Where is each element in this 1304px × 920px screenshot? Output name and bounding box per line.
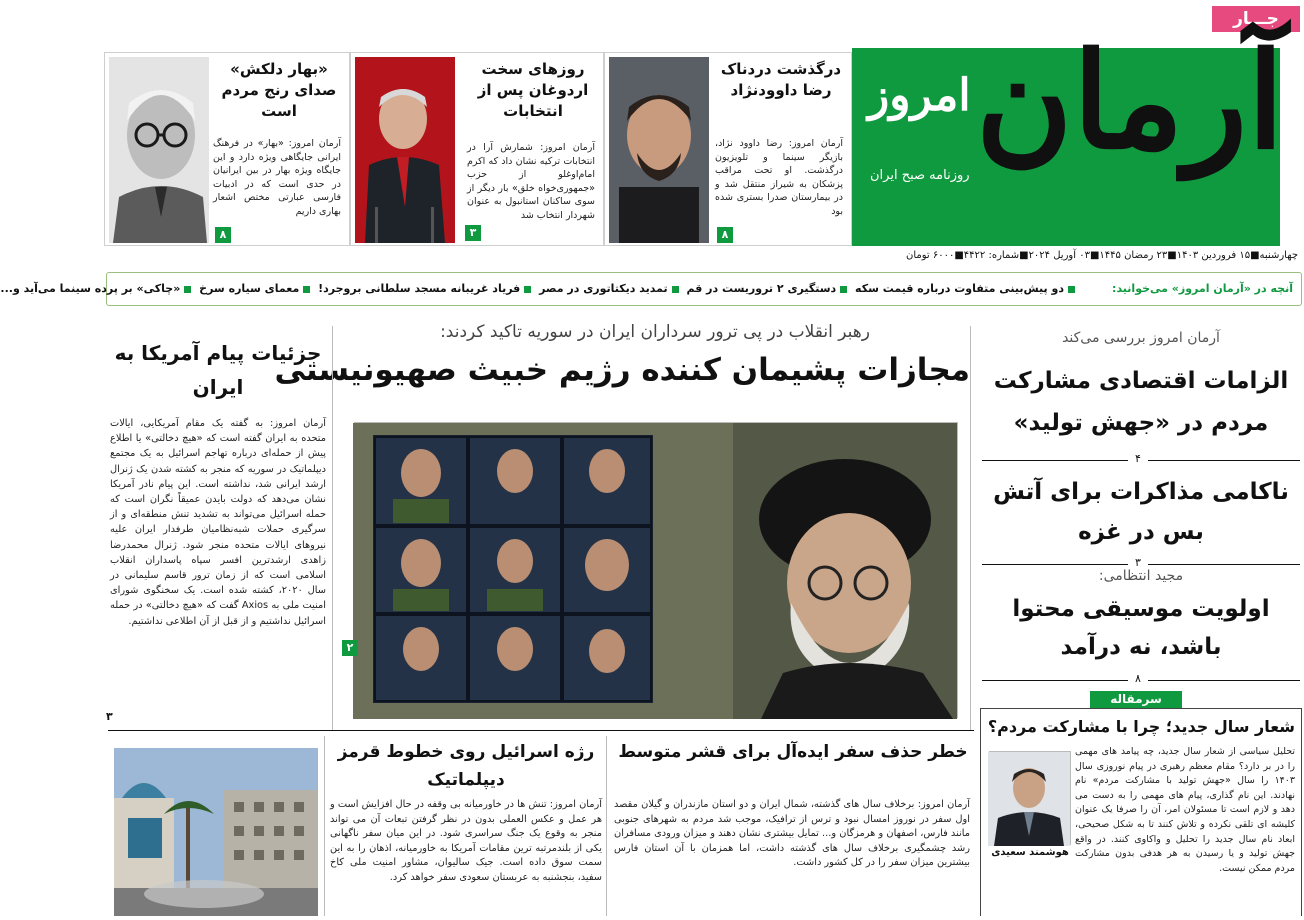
column-divider <box>970 326 971 730</box>
dateline: چهارشنبه■۱۵ فروردین ۱۴۰۳■۲۳ رمضان ۱۴۴۵■۰۳ آوریل ۲۰۲۴■شماره: ۴۴۲۲■۶۰۰۰ تومان <box>905 250 1298 261</box>
bullet-square-icon <box>1068 286 1075 293</box>
story-headline-israel[interactable]: رژه اسرائیل روی خطوط قرمز دیپلماتیک <box>337 742 595 790</box>
teaser-bahar[interactable] <box>104 52 350 246</box>
bullet-square-icon <box>840 286 847 293</box>
story-body: آرمان امروز: تنش ها در خاورمیانه بی وقفه در حال افزایش است و هر عمل و عکس العملی بدون در نظر گرفتن تبعات آن می تواند منجر به وقوع یک جنگ سراسری شود. در این میان سفر ناگهانی یکی از بلندمرتبه ترین مقامات آمریکا به خاورمیانه، اذهان را به این سمت سوق داده است. جیک سالیوان، مشاور امنیت ملی کاخ سفید، بنجشنبه به عربستان سعودی سفر خواهد کرد. <box>330 799 602 883</box>
teaser-title: روزهای سخت اردوغان پس از انتخابات <box>477 60 589 120</box>
damascus-photo <box>114 748 318 916</box>
teaser-body: آرمان امروز: «بهار» در فرهنگ ایرانی جایگاهی ویژه دارد و این جایگاه ویژه بهار در بین ایرانیان در حدی است که در ادبیات فارسی عبارتی مختص اشعار بهاری داریم <box>213 138 341 217</box>
bullet-square-icon <box>184 286 191 293</box>
story-body: آرمان امروز: به گفته یک مقام آمریکایی، ایالات متحده به ایران گفته است که «هیچ دخالتی» یا اطلاع پیش از حمله‌ای درباره تهاجم اسرائیل به یک مجتمع دیپلماتیک در سوریه که منجر به کشته شدن یک ژنرال ارشد ایرانی شد، نداشته است. این پیام نادر آمریکا نشان می‌دهد که دولت بایدن عمیقاً نگران است که حمله اسرائیل می‌تواند به تشدید تنش منطقه‌ای و از سرگیری حملات شبه‌نظامیان طرفدار ایران علیه نیروهای ایالات متحده منجر شود. ژنرال محمدرضا زاهدی ارشدترین افسر سپاه پاسداران انقلاب اسلامی است که از زمان ترور قاسم سلیمانی در سال ۲۰۲۰، کشته شده است. یک سخنگوی شورای امنیت ملی به Axios گفت که «هیچ دخالتی» در حمله اسرائیل نداشتیم و از قبل از آن اطلاعی نداشتیم. <box>110 418 326 627</box>
story-headline-music[interactable]: اولویت موسیقی محتوا باشد، نه درآمد <box>1012 596 1270 660</box>
page-number-badge: ۸ <box>717 227 733 243</box>
lead-photo <box>354 422 958 718</box>
page-number-badge: ۳ <box>465 225 481 241</box>
left-column <box>104 322 332 730</box>
ticker-item[interactable]: تمدید دیکتاتوری در مصر <box>539 282 668 295</box>
ticker-item[interactable]: فریاد غریبانه مسجد سلطانی بروجرد! <box>318 282 521 295</box>
page-number: ۸ <box>1128 672 1148 685</box>
right-column <box>978 318 1304 916</box>
bullet-square-icon <box>303 286 310 293</box>
page-number-badge: ۲ <box>342 640 358 656</box>
column-divider <box>606 736 607 916</box>
teaser-davoodnejad[interactable] <box>604 52 852 246</box>
editorial-body: تحلیل سیاسی از شعار سال جدید، چه پیامد های مهمی را در بر دارد؟ مقام معظم رهبری در پیام نوروزی سال ۱۴۰۳ را سال «جهش تولید با مشارکت مردم» نام نهادند. این نام گذاری، پیام های مهمی را به دست می دهد و لازم است تا مسئولان امر، آن را صرفا یک عنوان کلیشه ای تلقی نکرده و تلاش کنند تا به شکل صحیحی، ابعاد نام سال جدید را تحلیل و واکاوی کنند. در واقع جهش تولید و یا رسیدن به هر هدفی بدون مشارکت مردم ممکن نیست. <box>1075 746 1295 874</box>
story-headline-gaza[interactable]: ناکامی مذاکرات برای آتش بس در غزه <box>993 479 1289 545</box>
ticker-item[interactable]: معمای سیاره سرخ <box>199 282 300 295</box>
logo-sub: امروز <box>868 70 971 121</box>
author-name: هوشمند سعیدی <box>991 847 1069 858</box>
teaser-body: آرمان امروز: شمارش آرا در انتخابات ترکیه نشان داد که اکرم امام‌اوغلو از حزب «جمهوری‌خواه خلق» بار دیگر از سوی ساکنان استانبول به عنوان شهردار انتخاب شد <box>467 142 595 221</box>
jar-badge: جـــار <box>1212 6 1300 32</box>
story-kicker: مجید انتظامی: <box>1098 568 1184 584</box>
news-ticker <box>0 272 1302 306</box>
story-headline-travel[interactable]: خطر حذف سفر ایده‌آل برای قشر متوسط <box>618 742 968 762</box>
page-number-badge: ۸ <box>215 227 231 243</box>
lead-kicker: رهبر انقلاب در پی ترور سرداران ایران در سوریه تاکید کردند: <box>440 322 870 342</box>
story-kicker: آرمان امروز بررسی می‌کند <box>1062 330 1220 346</box>
column-divider <box>332 326 333 730</box>
bahar-photo <box>109 57 209 243</box>
story-headline-economy[interactable]: الزامات اقتصادی مشارکت مردم در «جهش تولید» <box>993 368 1289 436</box>
ticker-item[interactable]: «چاکی» بر پرده سینما می‌آید و... <box>0 282 181 295</box>
teaser-title: «بهار دلکش» صدای رنج مردم است <box>221 60 337 120</box>
bullet-square-icon <box>524 286 531 293</box>
teaser-title: درگذشت دردناک رضا داوودنژاد <box>720 60 842 99</box>
teaser-body: آرمان امروز: رضا داوود نژاد، بازیگر سینما و تلویزیون درگذشت. او تحت مراقب پزشکان به شیراز منتقل شد و در بیمارستان صدرا بستری شده بود <box>715 138 843 217</box>
editorial-title: شعار سال جدید؛ چرا با مشارکت مردم؟ <box>987 717 1295 736</box>
logo-main: آرمان <box>975 24 1284 179</box>
column-divider <box>324 736 325 916</box>
bullet-square-icon <box>672 286 679 293</box>
ticker-lead: آنچه در «آرمان امروز» می‌خوانید: <box>1112 282 1293 295</box>
author-photo <box>989 751 1071 845</box>
page-number: ۳ <box>1128 556 1148 569</box>
erdogan-photo <box>355 57 455 243</box>
editorial-tag: سرمقاله <box>1090 691 1182 708</box>
logo-tagline: روزنامه صبح ایران <box>870 168 970 183</box>
ticker-item[interactable]: دو پیش‌بینی متفاوت درباره قیمت سکه <box>855 282 1064 295</box>
masthead <box>852 0 1304 252</box>
editorial-box[interactable] <box>980 708 1302 916</box>
davoodnejad-photo <box>609 57 709 243</box>
page-number: ۳ <box>106 710 113 723</box>
ticker-items <box>0 282 1079 295</box>
page-number: ۴ <box>1128 452 1148 465</box>
ticker-item[interactable]: دستگیری ۲ تروریست در قم <box>686 282 837 295</box>
story-body: آرمان امروز: برخلاف سال های گذشته، شمال ایران و دو استان مازندران و گیلان مقصد اول سفر در نوروز امسال نبود و ترس از ترافیک، موجب شد مردم به شهرهای جنوبی مانند فارس، اصفهان و هرمزگان و... تمایل بیشتری نشان دهند و میزان ورودی مسافران رشد چشمگیری برخلاف سال های گذشته داشت، اما همزمان با آن استان فارس بیشترین میزان سفر را در کل کشور داشت. <box>614 799 970 869</box>
story-headline-usa-message[interactable]: جزئیات پیام آمریکا به ایران <box>114 341 322 399</box>
divider <box>108 730 974 731</box>
teaser-erdogan[interactable] <box>350 52 604 246</box>
lead-headline[interactable]: مجازات پشیمان کننده رژیم خبیث صهیونیستی <box>274 352 970 388</box>
